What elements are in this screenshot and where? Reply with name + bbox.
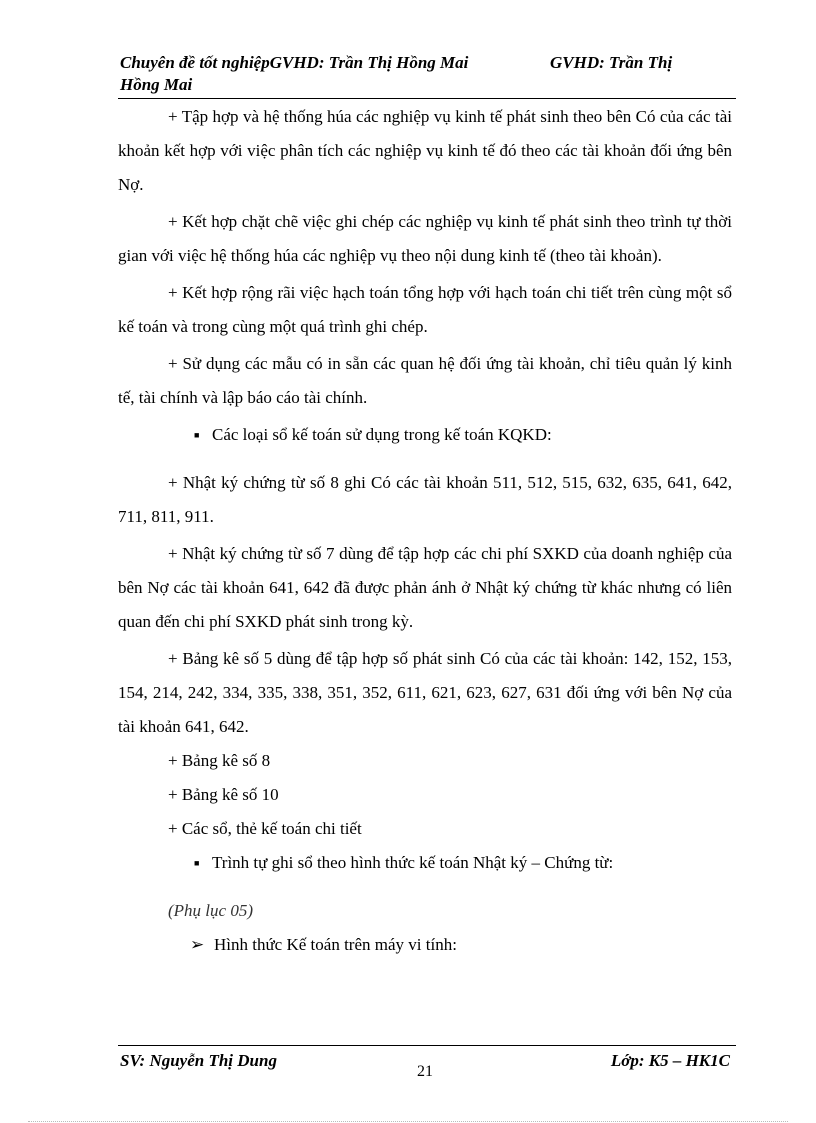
paragraph-8: + Bảng kê số 8 xyxy=(168,751,271,770)
document-body xyxy=(118,100,732,962)
paragraph-4: + Sử dụng các mẫu có in sẵn các quan hệ đối ứng tài khoản, chỉ tiêu quản lý kinh tế, tài chính và lập báo cáo tài chính. xyxy=(118,354,732,407)
footer-divider xyxy=(118,1045,736,1046)
paragraph-6: + Nhật ký chứng từ số 7 dùng để tập hợp các chi phí SXKD của doanh nghiệp của bên Nợ các tài khoản 641, 642 đã được phản ánh ở Nhật ký chứng từ khác nhưng có liên quan đến chi phí SXKD phát sinh trong kỳ. xyxy=(118,544,732,631)
header-supervisor: GVHD: Trần Thị xyxy=(550,53,673,72)
paragraph-1: + Tập hợp và hệ thống húa các nghiệp vụ kinh tế phát sinh theo bên Có của các tài khoản kết hợp với việc phân tích các nghiệp vụ kinh tế đó theo các tài khoản đối ứng bên Nợ. xyxy=(118,107,732,194)
arrow-bullet-icon: ➢ xyxy=(190,935,205,954)
page-bottom-border xyxy=(28,1121,788,1122)
page-number: 21 xyxy=(417,1063,433,1080)
paragraph-2: + Kết hợp chặt chẽ việc ghi chép các nghiệp vụ kinh tế phát sinh theo trình tự thời gian với việc hệ thống húa các nghiệp vụ theo nội dung kinh tế (theo tài khoản). xyxy=(118,212,732,265)
paragraph-10: + Các sổ, thẻ kế toán chi tiết xyxy=(168,819,362,838)
header-title: Chuyên đề tốt nghiệpGVHD: Trần Thị Hồng Mai xyxy=(120,53,469,72)
footer-class: Lớp: K5 – HK1C xyxy=(610,1051,730,1070)
arrow-item-computer-accounting: ➢ Hình thức Kế toán trên máy vi tính: xyxy=(118,928,732,962)
page-header xyxy=(120,52,736,96)
square-bullet-icon: ■ xyxy=(194,858,200,868)
appendix-reference: (Phụ lục 05) xyxy=(168,901,253,920)
footer-student: SV: Nguyễn Thị Dung xyxy=(120,1051,277,1070)
paragraph-3: + Kết hợp rộng rãi việc hạch toán tổng hợp với hạch toán chi tiết trên cùng một sổ kế toán và trong cùng một quá trình ghi chép. xyxy=(118,283,732,336)
header-divider xyxy=(118,98,736,99)
paragraph-9: + Bảng kê số 10 xyxy=(168,785,279,804)
paragraph-5: + Nhật ký chứng từ số 8 ghi Có các tài khoản 511, 512, 515, 632, 635, 641, 642, 711, 811, 911. xyxy=(118,473,732,526)
bullet-item-book-types: ■ Các loại sổ kế toán sử dụng trong kế toán KQKD: xyxy=(118,418,732,452)
header-supervisor-continuation: Hồng Mai xyxy=(120,75,193,94)
paragraph-7: + Bảng kê số 5 dùng để tập hợp số phát sinh Có của các tài khoản: 142, 152, 153, 154, 214, 242, 334, 335, 338, 351, 352, 611, 621, 623, 627, 631 đối ứng với bên Nợ của tài khoản 641, 642. xyxy=(118,649,732,736)
square-bullet-icon: ■ xyxy=(194,430,200,440)
bullet-item-recording-order: ■ Trình tự ghi sổ theo hình thức kế toán Nhật ký – Chứng từ: xyxy=(118,846,732,880)
